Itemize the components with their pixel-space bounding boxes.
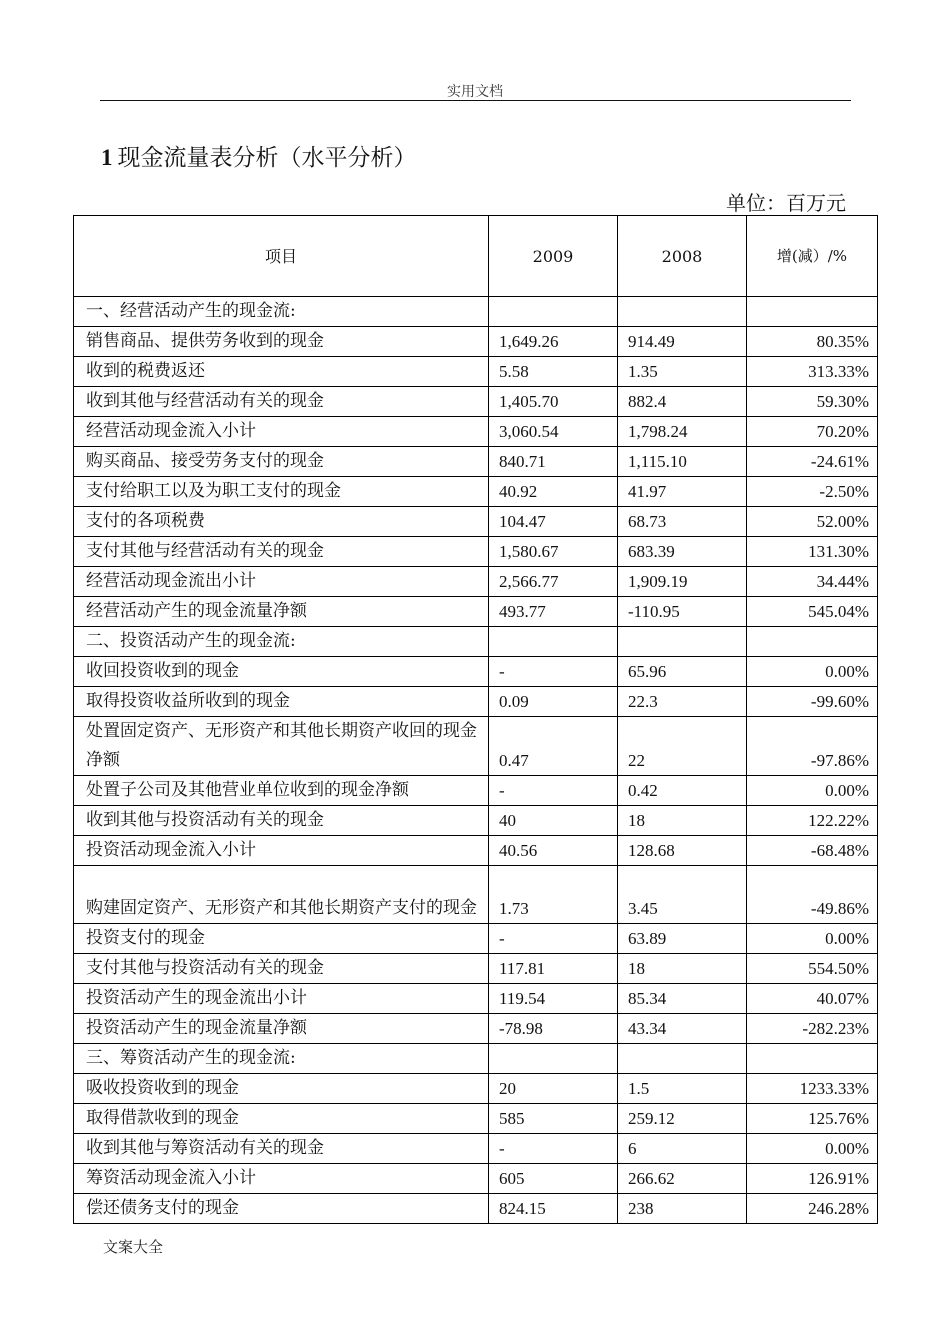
table-row (74, 1074, 878, 1104)
row-label: 投资活动产生的现金流出小计 (74, 984, 489, 1014)
cell-2009: 605 (489, 1164, 618, 1194)
table-row (74, 627, 878, 657)
table-row (74, 417, 878, 447)
row-label: 筹资活动现金流入小计 (74, 1164, 489, 1194)
cell-2009: 840.71 (489, 447, 618, 477)
cell-2009: 117.81 (489, 954, 618, 984)
cell-2009: 1.73 (489, 866, 618, 924)
cell-change-percent: 34.44% (747, 567, 878, 597)
cell-2008: 259.12 (618, 1104, 747, 1134)
table-row (74, 984, 878, 1014)
cell-change-percent: 0.00% (747, 657, 878, 687)
cell-2008: 882.4 (618, 387, 747, 417)
table-row (74, 357, 878, 387)
cell-change-percent: 122.22% (747, 806, 878, 836)
cell-2009 (489, 627, 618, 657)
cell-2009 (489, 297, 618, 327)
row-label: 经营活动产生的现金流量净额 (74, 597, 489, 627)
table-header-row (74, 216, 878, 297)
cell-2009: - (489, 924, 618, 954)
document-title (101, 139, 417, 172)
cell-2008: 914.49 (618, 327, 747, 357)
row-label: 投资支付的现金 (74, 924, 489, 954)
cell-2009: 40 (489, 806, 618, 836)
cell-2008 (618, 1044, 747, 1074)
cell-2009: - (489, 657, 618, 687)
cell-2008: 65.96 (618, 657, 747, 687)
table-row (74, 537, 878, 567)
table-row (74, 567, 878, 597)
cell-change-percent: 0.00% (747, 924, 878, 954)
cell-change-percent: 545.04% (747, 597, 878, 627)
cell-change-percent: 125.76% (747, 1104, 878, 1134)
cell-2008: 18 (618, 806, 747, 836)
row-label: 支付的各项税费 (74, 507, 489, 537)
table-row (74, 507, 878, 537)
cell-2009: 1,649.26 (489, 327, 618, 357)
row-label: 收回投资收到的现金 (74, 657, 489, 687)
cell-2008: 3.45 (618, 866, 747, 924)
table-row (74, 687, 878, 717)
row-label: 取得借款收到的现金 (74, 1104, 489, 1134)
cell-2008: 41.97 (618, 477, 747, 507)
cell-2008: 1,798.24 (618, 417, 747, 447)
cell-change-percent: 0.00% (747, 1134, 878, 1164)
cell-change-percent: 246.28% (747, 1194, 878, 1224)
table-row (74, 717, 878, 776)
cell-change-percent: -2.50% (747, 477, 878, 507)
cell-2008: 1.35 (618, 357, 747, 387)
row-label: 购建固定资产、无形资产和其他长期资产支付的现金 (74, 866, 489, 924)
row-label: 购买商品、接受劳务支付的现金 (74, 447, 489, 477)
cell-change-percent: 126.91% (747, 1164, 878, 1194)
cell-change-percent: 313.33% (747, 357, 878, 387)
cell-change-percent: -99.60% (747, 687, 878, 717)
column-header-2008: 2008 (618, 216, 747, 297)
cell-change-percent: 554.50% (747, 954, 878, 984)
cell-2008: 238 (618, 1194, 747, 1224)
cell-2009: 0.09 (489, 687, 618, 717)
cell-change-percent (747, 297, 878, 327)
cell-change-percent: -24.61% (747, 447, 878, 477)
cell-change-percent: -97.86% (747, 717, 878, 776)
row-label: 三、筹资活动产生的现金流: (74, 1044, 489, 1074)
cell-2009: 20 (489, 1074, 618, 1104)
table-row (74, 866, 878, 924)
row-label: 投资活动现金流入小计 (74, 836, 489, 866)
cell-change-percent: 80.35% (747, 327, 878, 357)
cell-2009: 40.56 (489, 836, 618, 866)
cell-2009: 0.47 (489, 717, 618, 776)
row-label: 收到的税费返还 (74, 357, 489, 387)
cash-flow-table (73, 215, 878, 1224)
cell-change-percent: 1233.33% (747, 1074, 878, 1104)
cell-2009: - (489, 776, 618, 806)
cell-change-percent: 59.30% (747, 387, 878, 417)
table-row (74, 1014, 878, 1044)
cell-change-percent: 52.00% (747, 507, 878, 537)
cell-2009: 1,580.67 (489, 537, 618, 567)
row-label: 销售商品、提供劳务收到的现金 (74, 327, 489, 357)
cell-change-percent: 70.20% (747, 417, 878, 447)
cell-2008: 1,115.10 (618, 447, 747, 477)
table-row (74, 1164, 878, 1194)
cell-2008: 6 (618, 1134, 747, 1164)
cell-2008: 0.42 (618, 776, 747, 806)
cell-change-percent: -68.48% (747, 836, 878, 866)
table-row (74, 776, 878, 806)
page-footer-text: 文案大全 (103, 1238, 164, 1256)
cell-change-percent (747, 1044, 878, 1074)
row-label: 收到其他与投资活动有关的现金 (74, 806, 489, 836)
table-row (74, 597, 878, 627)
cell-2009: 493.77 (489, 597, 618, 627)
cell-2008: 1,909.19 (618, 567, 747, 597)
cell-2008: 85.34 (618, 984, 747, 1014)
row-label: 处置子公司及其他营业单位收到的现金净额 (74, 776, 489, 806)
cell-2009: 824.15 (489, 1194, 618, 1224)
cell-2009: 40.92 (489, 477, 618, 507)
page-header-text: 实用文档 (447, 84, 503, 100)
row-label: 吸收投资收到的现金 (74, 1074, 489, 1104)
table-row (74, 836, 878, 866)
table-row (74, 297, 878, 327)
cell-2008: 18 (618, 954, 747, 984)
table-body (74, 297, 878, 1224)
cell-2009: 585 (489, 1104, 618, 1134)
cell-2008: 128.68 (618, 836, 747, 866)
cell-2008: 63.89 (618, 924, 747, 954)
row-label: 处置固定资产、无形资产和其他长期资产收回的现金净额 (74, 717, 489, 776)
table-row (74, 954, 878, 984)
table-row (74, 327, 878, 357)
cell-2009: 3,060.54 (489, 417, 618, 447)
table-row (74, 924, 878, 954)
row-label: 偿还债务支付的现金 (74, 1194, 489, 1224)
cell-2008: 1.5 (618, 1074, 747, 1104)
cell-2008: 22.3 (618, 687, 747, 717)
column-header-change: 增(减）/% (747, 216, 878, 297)
row-label: 经营活动现金流出小计 (74, 567, 489, 597)
row-label: 一、经营活动产生的现金流: (74, 297, 489, 327)
cell-2009: 104.47 (489, 507, 618, 537)
row-label: 收到其他与经营活动有关的现金 (74, 387, 489, 417)
row-label: 支付其他与投资活动有关的现金 (74, 954, 489, 984)
row-label: 二、投资活动产生的现金流: (74, 627, 489, 657)
row-label: 收到其他与筹资活动有关的现金 (74, 1134, 489, 1164)
cell-2009: 5.58 (489, 357, 618, 387)
column-header-item: 项目 (74, 216, 489, 297)
cell-2008: 683.39 (618, 537, 747, 567)
table-row (74, 1194, 878, 1224)
title-text: 现金流量表分析（水平分析） (117, 145, 417, 171)
row-label: 支付其他与经营活动有关的现金 (74, 537, 489, 567)
cell-2009: 119.54 (489, 984, 618, 1014)
header-rule (100, 100, 851, 101)
cell-2008: 266.62 (618, 1164, 747, 1194)
cell-change-percent: -49.86% (747, 866, 878, 924)
row-label: 投资活动产生的现金流量净额 (74, 1014, 489, 1044)
cell-2009: - (489, 1134, 618, 1164)
table-row (74, 477, 878, 507)
cell-2008 (618, 297, 747, 327)
table-row (74, 1044, 878, 1074)
table-row (74, 447, 878, 477)
table-row (74, 1104, 878, 1134)
cell-2008: 43.34 (618, 1014, 747, 1044)
column-header-2009: 2009 (489, 216, 618, 297)
cell-2009: 1,405.70 (489, 387, 618, 417)
table-row (74, 387, 878, 417)
cell-change-percent: 0.00% (747, 776, 878, 806)
cell-2008: 68.73 (618, 507, 747, 537)
table-row (74, 806, 878, 836)
cell-change-percent: 40.07% (747, 984, 878, 1014)
cell-2008: 22 (618, 717, 747, 776)
table-row (74, 1134, 878, 1164)
cell-change-percent: -282.23% (747, 1014, 878, 1044)
row-label: 支付给职工以及为职工支付的现金 (74, 477, 489, 507)
cell-2009: -78.98 (489, 1014, 618, 1044)
cell-2008 (618, 627, 747, 657)
row-label: 经营活动现金流入小计 (74, 417, 489, 447)
title-number: 1 (101, 145, 113, 170)
cell-change-percent (747, 627, 878, 657)
row-label: 取得投资收益所收到的现金 (74, 687, 489, 717)
cell-2009: 2,566.77 (489, 567, 618, 597)
unit-label: 单位：百万元 (726, 191, 846, 215)
table-row (74, 657, 878, 687)
cell-2008: -110.95 (618, 597, 747, 627)
cell-change-percent: 131.30% (747, 537, 878, 567)
cell-2009 (489, 1044, 618, 1074)
